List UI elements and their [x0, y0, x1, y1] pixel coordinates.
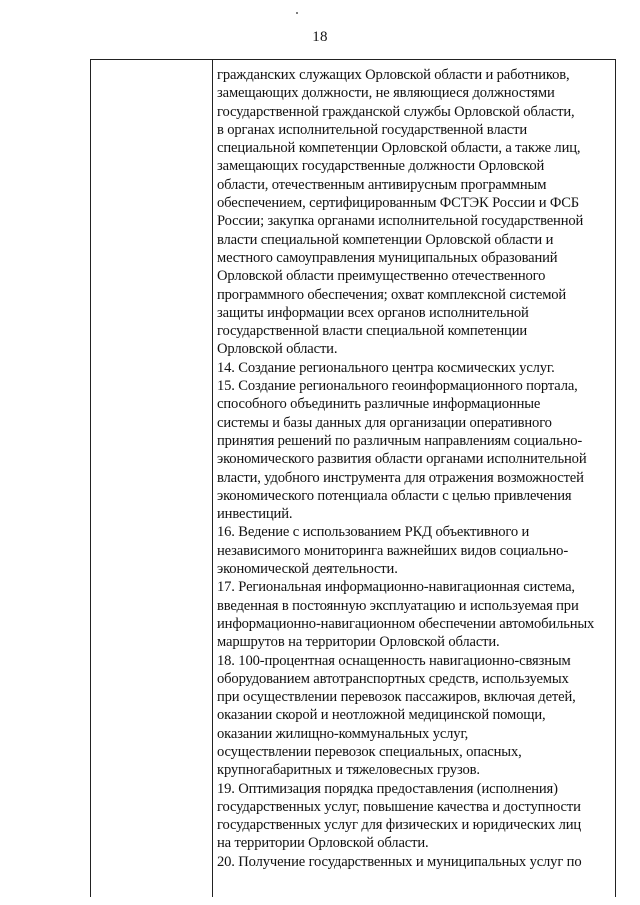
scan-speck	[296, 12, 298, 14]
text-line: программного обеспечения; охват комплексной системой	[217, 286, 567, 303]
text-line: маршрутов на территории Орловской области.	[217, 634, 500, 651]
text-line: защиты информации всех органов исполнительной	[217, 304, 529, 321]
text-line: государственных услуг для физических и юридических лиц	[217, 817, 582, 834]
text-line: 20. Получение государственных и муниципальных услуг по	[217, 853, 582, 870]
left-column-cell	[91, 60, 212, 897]
text-line: замещающих государственные должности Орловской	[217, 158, 545, 175]
text-line: оказании жилищно-коммунальных услуг,	[217, 725, 469, 742]
text-line: 15. Создание регионального геоинформационного портала,	[217, 378, 578, 395]
text-line: 18. 100-процентная оснащенность навигационно-связным	[217, 652, 571, 669]
text-line: экономического потенциала области с целью привлечения	[217, 487, 572, 504]
content-table	[90, 59, 616, 897]
text-line: Орловской области преимущественно отечественного	[217, 268, 546, 285]
text-line: власти, удобного инструмента для отражения возможностей	[217, 469, 584, 486]
page-number: 18	[312, 29, 328, 45]
text-line: власти специальной компетенции Орловской области и	[217, 231, 554, 248]
text-line: обеспечением, сертифицированным ФСТЭК России и ФСБ	[217, 195, 580, 212]
text-line: независимого мониторинга важнейших видов социально-	[217, 542, 569, 559]
text-line: принятия решений по различным направлениям социально-	[217, 432, 583, 449]
text-line: государственной власти специальной компетенции	[217, 323, 528, 340]
text-line: области, отечественным антивирусным программным	[217, 176, 547, 193]
text-line: на территории Орловской области.	[217, 835, 429, 852]
text-line: экономической деятельности.	[217, 561, 398, 578]
text-line: 16. Ведение с использованием РКД объективного и	[217, 524, 530, 541]
text-line: 17. Региональная информационно-навигационная система,	[217, 579, 575, 596]
text-line: экономического развития области органами исполнительной	[217, 451, 587, 468]
text-line: информационно-навигационном обеспечении автомобильных	[217, 615, 595, 632]
text-line: способного объединить различные информационные	[217, 396, 541, 413]
text-line: введенная в постоянную эксплуатацию и используемая при	[217, 597, 579, 614]
text-line: при осуществлении перевозок пассажиров, включая детей,	[217, 689, 576, 706]
text-line: системы и базы данных для организации оперативного	[217, 414, 552, 431]
text-line: инвестиций.	[217, 506, 293, 523]
text-line: оказании скорой и неотложной медицинской помощи,	[217, 707, 546, 724]
right-column-cell	[217, 66, 613, 897]
text-line: Орловской области.	[217, 341, 338, 358]
text-line: специальной компетенции Орловской области, а также лиц,	[217, 140, 581, 157]
text-line: местного самоуправления муниципальных образований	[217, 249, 558, 266]
text-line: государственных услуг, повышение качества и доступности	[217, 798, 581, 815]
text-line: 19. Оптимизация порядка предоставления (исполнения)	[217, 780, 558, 797]
text-line: крупногабаритных и тяжеловесных грузов.	[217, 762, 480, 779]
text-line: государственной гражданской службы Орловской области,	[217, 103, 575, 120]
text-line: в органах исполнительной государственной власти	[217, 121, 528, 138]
text-line: гражданских служащих Орловской области и работников,	[217, 67, 570, 83]
text-line: осуществлении перевозок специальных, опасных,	[217, 743, 522, 760]
text-line: России; закупка органами исполнительной государственной	[217, 213, 584, 230]
text-line: замещающих должности, не являющиеся должностями	[217, 85, 555, 102]
text-line: оборудованием автотранспортных средств, используемых	[217, 670, 569, 687]
column-divider	[212, 60, 213, 897]
text-line: 14. Создание регионального центра космических услуг.	[217, 359, 555, 376]
